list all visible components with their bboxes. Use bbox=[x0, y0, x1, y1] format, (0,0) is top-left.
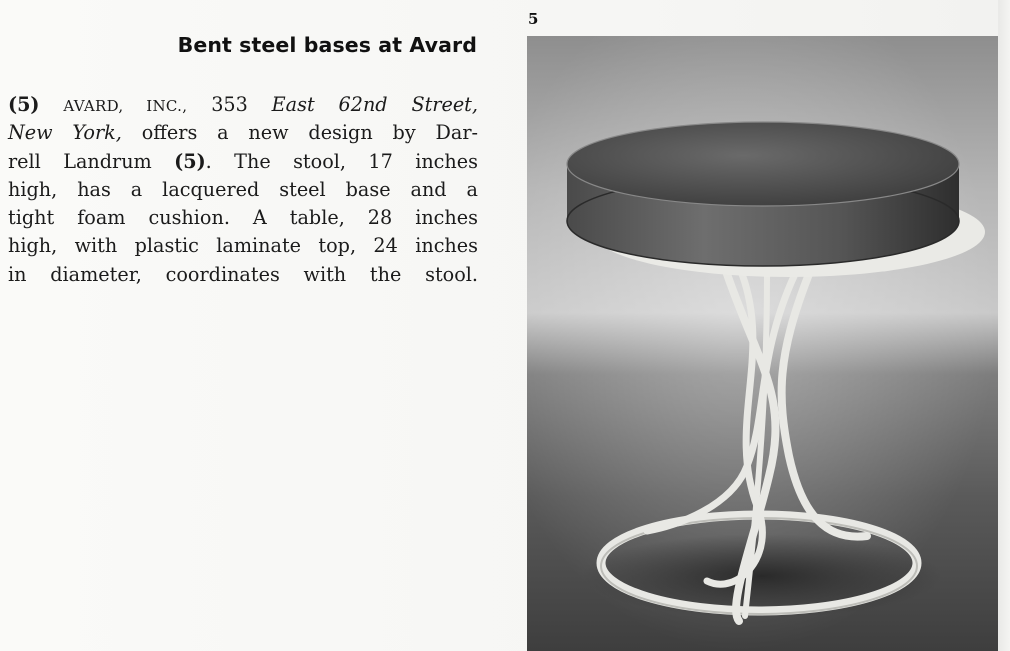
body-line-5: tight foam cushion. A table, 28 inches bbox=[8, 206, 478, 230]
street-name: East 62nd Street, bbox=[271, 93, 478, 116]
figure-reference: (5) bbox=[8, 93, 40, 116]
body-line-4: high, has a lacquered steel base and a bbox=[8, 177, 478, 201]
body-line-2 bbox=[8, 119, 478, 147]
figure-reference-2: (5) bbox=[174, 149, 206, 173]
body-line-3-pre: rell Landrum bbox=[8, 149, 152, 173]
article-headline: Bent steel bases at Avard bbox=[177, 33, 477, 57]
stool-photo bbox=[527, 36, 998, 651]
street-number: 353 bbox=[211, 93, 248, 116]
city-name: New York, bbox=[8, 121, 122, 145]
stool-seat bbox=[567, 122, 985, 277]
body-line-3 bbox=[8, 148, 478, 176]
company-name: AVARD, INC., bbox=[63, 97, 188, 115]
body-line-2-text: offers a new design by Dar- bbox=[141, 121, 478, 145]
page-edge bbox=[998, 0, 1010, 651]
body-line-7: in diameter, coordinates with the stool. bbox=[8, 262, 478, 286]
body-line-1 bbox=[8, 91, 478, 119]
body-line-3-post: . The stool, 17 inches bbox=[205, 149, 478, 173]
article-body bbox=[8, 91, 478, 289]
figure-number: 5 bbox=[528, 10, 539, 28]
body-line-6: high, with plastic laminate top, 24 inches bbox=[8, 234, 478, 258]
